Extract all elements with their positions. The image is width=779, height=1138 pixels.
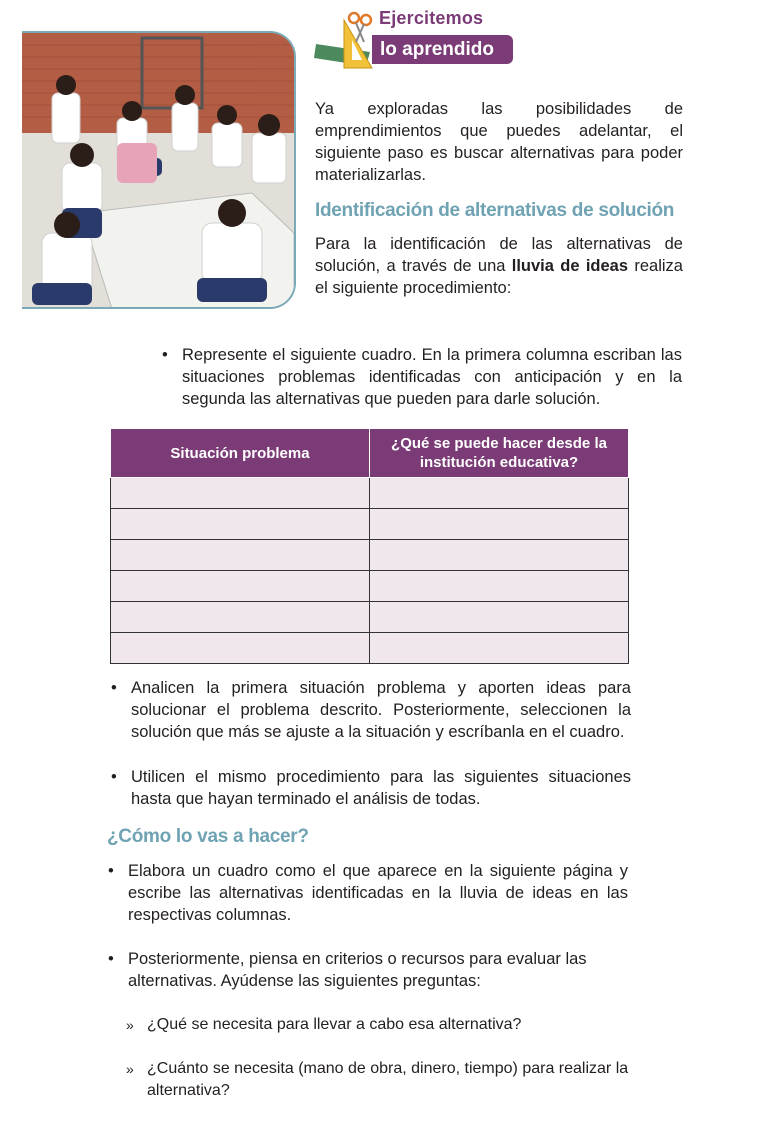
section-label-bar: lo aprendido	[372, 35, 513, 64]
table-cell[interactable]	[370, 571, 629, 602]
procedure-text-bold: lluvia de ideas	[511, 257, 629, 275]
table-row	[111, 571, 629, 602]
students-photo	[22, 31, 296, 309]
sub-bullet-item	[126, 1014, 647, 1036]
table-cell[interactable]	[370, 509, 629, 540]
sub-bullet-item	[126, 1058, 637, 1102]
table-cell[interactable]	[111, 633, 370, 664]
table-cell[interactable]	[370, 540, 629, 571]
procedure-paragraph	[315, 233, 683, 299]
procedure-text-end: realiza el siguiente procedimiento:	[315, 257, 683, 297]
bullet-item	[108, 948, 628, 992]
section-heading-alternatives: Identificación de alternativas de solución	[315, 200, 675, 221]
table-cell[interactable]	[370, 633, 629, 664]
header-situacion: Situación problema	[111, 429, 370, 478]
bullet-item	[111, 677, 631, 743]
bullet-text: Represente el siguiente cuadro. En la primera columna escriban las situaciones problemas identificadas con anticipación y en la segunda las alternativas que pueden para darle solución.	[182, 346, 682, 408]
section-label-top: Ejercitemos	[379, 8, 484, 28]
table-cell[interactable]	[111, 571, 370, 602]
alternatives-table	[110, 428, 629, 664]
bullet-text: Elabora un cuadro como el que aparece en la siguiente página y escribe las alternativas identificadas en la lluvia de ideas en las respectivas columnas.	[128, 862, 628, 924]
sub-bullet-text: ¿Qué se necesita para llevar a cabo esa alternativa?	[147, 1016, 522, 1033]
sub-bullet-text: ¿Cuánto se necesita (mano de obra, dinero, tiempo) para realizar la alternativa?	[147, 1060, 629, 1099]
bullet-marker: •	[108, 950, 114, 968]
table-cell[interactable]	[370, 478, 629, 509]
bullet-marker: •	[162, 346, 168, 364]
sub-bullet-marker: »	[126, 1061, 134, 1077]
table-row	[111, 509, 629, 540]
table-row	[111, 540, 629, 571]
sub-bullet-marker: »	[126, 1017, 134, 1033]
bullet-text: Analicen la primera situación problema y aporten ideas para solucionar el problema descrito. Posteriormente, seleccionen la solución que más se ajuste a la situación y escríbanla en el cuadro.	[131, 679, 631, 741]
bullet-marker: •	[111, 768, 117, 786]
header-que-hacer: ¿Qué se puede hacer desde la institución educativa?	[370, 429, 629, 478]
bullet-text: Posteriormente, piensa en criterios o recursos para evaluar las alternativas. Ayúdense las siguientes preguntas:	[128, 950, 587, 990]
table-cell[interactable]	[370, 602, 629, 633]
bullet-text: Utilicen el mismo procedimiento para las siguientes situaciones hasta que hayan terminado el análisis de todas.	[131, 768, 631, 808]
table-row	[111, 633, 629, 664]
bullet-item	[162, 344, 682, 410]
bullet-marker: •	[108, 862, 114, 880]
students-illustration	[22, 33, 294, 309]
table-cell[interactable]	[111, 602, 370, 633]
table-cell[interactable]	[111, 478, 370, 509]
bullet-marker: •	[111, 679, 117, 697]
table-header-row	[111, 429, 629, 478]
bullet-item	[111, 766, 631, 810]
table-row	[111, 602, 629, 633]
table-row	[111, 478, 629, 509]
table-cell[interactable]	[111, 509, 370, 540]
intro-paragraph: Ya exploradas las posibilidades de emprendimientos que puedes adelantar, el siguiente paso es buscar alternativas para poder materializarlas.	[315, 100, 683, 184]
table-cell[interactable]	[111, 540, 370, 571]
section-heading-como: ¿Cómo lo vas a hacer?	[107, 826, 309, 847]
bullet-item	[108, 860, 628, 926]
procedure-text-start: Para la identificación de las alternativas de solución, a través de una	[315, 235, 683, 275]
